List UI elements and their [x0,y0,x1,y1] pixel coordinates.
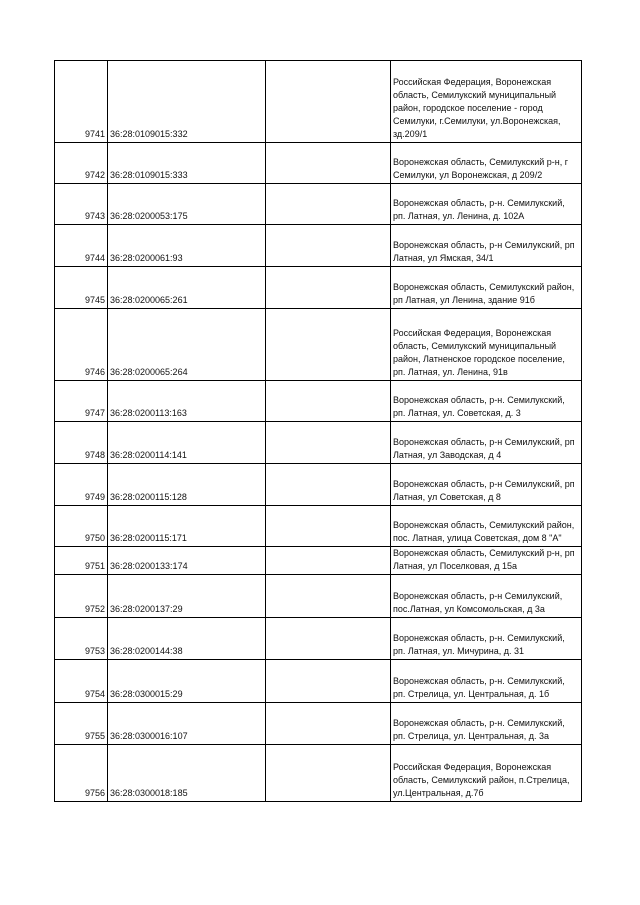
address-cell: Воронежская область, р-н. Семилукский, рп. Латная, ул. Мичурина, д. 31 [391,618,582,660]
empty-cell [266,143,391,184]
table-row [55,225,582,267]
cadastral-number: 36:28:0200061:93 [108,225,266,267]
row-number: 9755 [55,703,108,745]
row-number: 9749 [55,464,108,506]
row-number: 9753 [55,618,108,660]
row-number: 9743 [55,184,108,225]
table-row [55,464,582,506]
cadastral-number: 36:28:0300016:107 [108,703,266,745]
table-row [55,381,582,422]
row-number: 9751 [55,547,108,575]
cadastral-number: 36:28:0200137:29 [108,575,266,618]
cadastral-number: 36:28:0200065:264 [108,309,266,381]
address-cell: Воронежская область, р-н Семилукский, пос.Латная, ул Комсомольская, д 3а [391,575,582,618]
address-cell: Воронежская область, р-н. Семилукский, рп. Стрелица, ул. Центральная, д. 3а [391,703,582,745]
empty-cell [266,381,391,422]
empty-cell [266,506,391,547]
cadastral-number: 36:28:0200144:38 [108,618,266,660]
row-number: 9747 [55,381,108,422]
registry-table [54,60,582,802]
row-number: 9752 [55,575,108,618]
empty-cell [266,618,391,660]
row-number: 9741 [55,61,108,143]
address-cell: Российская Федерация, Воронежская область, Семилукский район, п.Стрелица, ул.Центральная, д.7б [391,745,582,802]
table-row [55,184,582,225]
cadastral-number: 36:28:0200113:163 [108,381,266,422]
address-cell: Воронежская область, р-н. Семилукский, рп. Стрелица, ул. Центральная, д. 1б [391,660,582,703]
cadastral-number: 36:28:0200115:128 [108,464,266,506]
empty-cell [266,745,391,802]
table-row [55,309,582,381]
cadastral-number: 36:28:0109015:332 [108,61,266,143]
empty-cell [266,464,391,506]
row-number: 9744 [55,225,108,267]
table-row [55,267,582,309]
table-row [55,61,582,143]
cadastral-number: 36:28:0200115:171 [108,506,266,547]
empty-cell [266,61,391,143]
empty-cell [266,547,391,575]
row-number: 9756 [55,745,108,802]
table-row [55,660,582,703]
cadastral-number: 36:28:0200114:141 [108,422,266,464]
address-cell: Российская Федерация, Воронежская область, Семилукский муниципальный район, Латненское городское поселение, рп. Латная, ул. Ленина, 91в [391,309,582,381]
table-row [55,618,582,660]
cadastral-number: 36:28:0200133:174 [108,547,266,575]
address-cell: Российская Федерация, Воронежская область, Семилукский муниципальный район, городское поселение - город Семилуки, г.Семилуки, ул.Воронежская, зд.209/1 [391,61,582,143]
address-cell: Воронежская область, р-н. Семилукский, рп. Латная, ул. Советская, д. 3 [391,381,582,422]
cadastral-number: 36:28:0109015:333 [108,143,266,184]
table-row [55,506,582,547]
table-row [55,703,582,745]
table-row [55,143,582,184]
address-cell: Воронежская область, р-н Семилукский, рп Латная, ул Ямская, 34/1 [391,225,582,267]
empty-cell [266,309,391,381]
empty-cell [266,225,391,267]
row-number: 9746 [55,309,108,381]
address-cell: Воронежская область, Семилукский район, рп Латная, ул Ленина, здание 91б [391,267,582,309]
address-cell: Воронежская область, Семилукский р-н, г Семилуки, ул Воронежская, д 209/2 [391,143,582,184]
table-body [55,61,582,802]
cadastral-number: 36:28:0200053:175 [108,184,266,225]
row-number: 9748 [55,422,108,464]
table-row [55,422,582,464]
empty-cell [266,660,391,703]
row-number: 9745 [55,267,108,309]
row-number: 9742 [55,143,108,184]
row-number: 9750 [55,506,108,547]
empty-cell [266,184,391,225]
address-cell: Воронежская область, р-н Семилукский, рп Латная, ул Заводская, д 4 [391,422,582,464]
empty-cell [266,267,391,309]
empty-cell [266,703,391,745]
address-cell: Воронежская область, Семилукский район, пос. Латная, улица Советская, дом 8 "А" [391,506,582,547]
address-cell: Воронежская область, р-н Семилукский, рп Латная, ул Советская, д 8 [391,464,582,506]
cadastral-number: 36:28:0300018:185 [108,745,266,802]
empty-cell [266,422,391,464]
cadastral-number: 36:28:0200065:261 [108,267,266,309]
address-cell: Воронежская область, р-н. Семилукский, рп. Латная, ул. Ленина, д. 102А [391,184,582,225]
row-number: 9754 [55,660,108,703]
address-cell: Воронежская область, Семилукский р-н, рп Латная, ул Поселковая, д 15а [391,547,582,575]
table-row [55,745,582,802]
table-row [55,547,582,575]
empty-cell [266,575,391,618]
cadastral-number: 36:28:0300015:29 [108,660,266,703]
table-row [55,575,582,618]
